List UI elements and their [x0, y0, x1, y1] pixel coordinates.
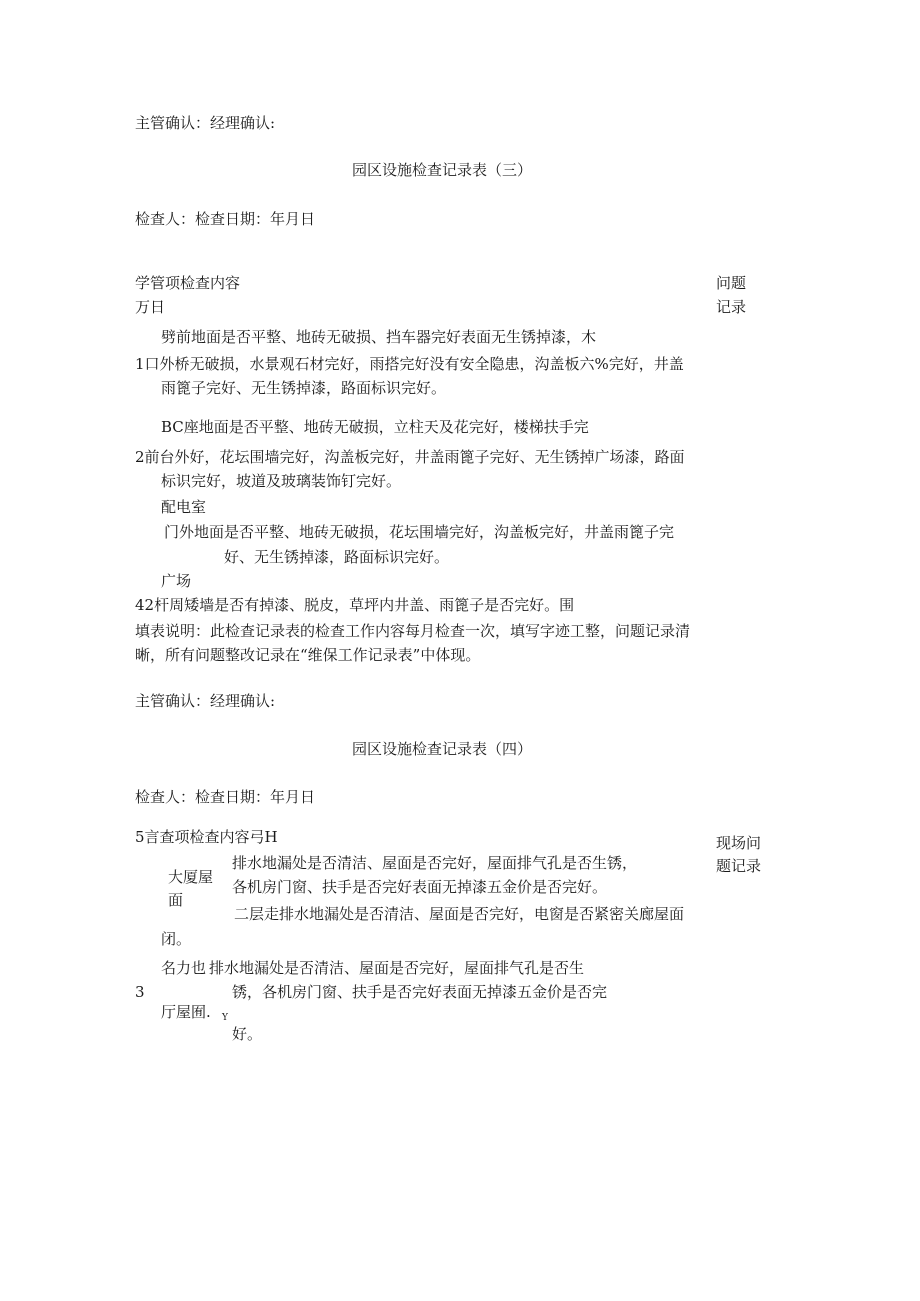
row1-line1: 劈前地面是否平整、地砖无破损、挡车器完好表面无生锈掉漆，木 — [161, 328, 597, 346]
header-left-3a: 学管项检查内容 — [135, 274, 241, 292]
r4-row1-label2: 面 — [168, 891, 184, 909]
row1-line3: 雨篦子完好、无生锈掉漆，路面标识完好。 — [161, 379, 447, 397]
header-right-4a: 现场问 — [716, 834, 762, 852]
row2-line1: BC座地面是否平整、地砖无破损，立柱天及花完好，楼梯扶手完 — [161, 418, 589, 436]
r4-row3-label1: 名力也 — [161, 959, 207, 977]
r4-row3-mark: Y — [222, 1013, 228, 1023]
row3-line2: 好、无生锈掉漆，路面标识完好。 — [224, 548, 450, 566]
inspector-line-4: 检查人：检查日期：年月日 — [135, 788, 316, 806]
confirm-line-3: 主管确认：经理确认: — [135, 114, 276, 132]
confirm-line-4: 主管确认：经理确认: — [135, 692, 276, 710]
header-right-4b: 题记录 — [716, 857, 762, 875]
r4-row1-label1: 大厦屋 — [168, 868, 214, 886]
r4-row1-line1: 排水地漏处是否清洁、屋面是否完好，屋面排气孔是否生锈， — [232, 854, 638, 872]
row1-line2: 1口外桥无破损，水景观石材完好，雨搭完好没有安全隐患，沟盖板六%完好，井盖 — [135, 355, 684, 373]
title-3: 园区设施检查记录表（三） — [352, 161, 533, 179]
header-left-4: 5言查项检查内容弓H — [135, 828, 278, 846]
row4-label: 广场 — [161, 572, 192, 590]
row2-line3: 标识完好，坡道及玻璃装饰钉完好。 — [161, 472, 402, 490]
row4-line1: 42杆周矮墙是否有掉漆、脱皮，草坪内井盖、雨篦子是否完好。围 — [135, 596, 575, 614]
r4-row1-line2: 各机房门窗、扶手是否完好表面无掉漆五金价是否完好。 — [232, 878, 608, 896]
note-line2: 晰，所有问题整改记录在“维保工作记录表”中体现。 — [135, 646, 481, 664]
r4-row3-number: 3 — [135, 983, 145, 1001]
note-line1: 填表说明：此检查记录表的检查工作内容每月检查一次，填写字迹工整，问题记录清 — [135, 622, 691, 640]
r4-row2-line1: 二层走排水地漏处是否清洁、屋面是否完好，电窗是否紧密关廊屋面 — [234, 905, 685, 923]
r4-row3-line1: 排水地漏处是否清洁、屋面是否完好，屋面排气孔是否生 — [209, 959, 585, 977]
r4-row3-line3: 好。 — [232, 1025, 263, 1043]
r4-row2-line2: 闭。 — [161, 930, 192, 948]
r4-row3-line2: 锈，各机房门窗、扶手是否完好表面无掉漆五金价是否完 — [232, 983, 608, 1001]
r4-row3-label2: 厅屋囿. — [161, 1003, 211, 1021]
title-4: 园区设施检查记录表（四） — [352, 740, 533, 758]
row3-line1: 门外地面是否平整、地砖无破损，花坛围墙完好，沟盖板完好，井盖雨篦子完 — [164, 523, 675, 541]
row2-line2: 2前台外好，花坛围墙完好，沟盖板完好，井盖雨篦子完好、无生锈掉广场漆，路面 — [135, 448, 685, 466]
header-left-3b: 万日 — [135, 298, 166, 316]
inspector-line-3: 检查人：检查日期：年月日 — [135, 210, 316, 228]
row3-label: 配电室 — [161, 498, 207, 516]
header-right-3b: 记录 — [716, 298, 747, 316]
header-right-3a: 问题 — [716, 274, 747, 292]
